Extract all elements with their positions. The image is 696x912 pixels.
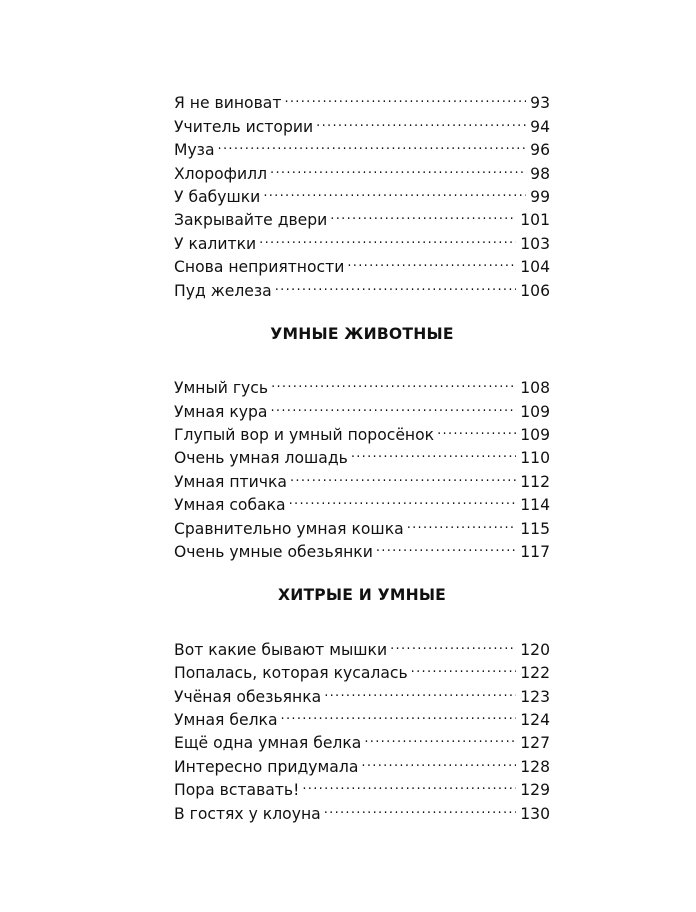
toc-entry-page: 103	[520, 234, 550, 253]
toc-leader-dots	[407, 510, 517, 533]
toc-entry-title: Муза	[174, 141, 215, 160]
toc-entry-title: Хлорофилл	[174, 164, 268, 183]
toc-entry-page: 104	[520, 258, 550, 277]
toc-entry-title: Сравнительно умная кошка	[174, 519, 404, 538]
toc-leader-dots	[411, 655, 517, 678]
toc-entry	[174, 631, 550, 659]
toc-entry-page: 110	[520, 449, 550, 468]
toc-leader-dots	[284, 85, 526, 108]
toc-entry-title: Умная белка	[174, 710, 278, 729]
table-of-contents	[174, 85, 550, 823]
toc-leader-dots	[316, 108, 526, 131]
toc-entry-title: В гостях у клоуна	[174, 804, 321, 823]
toc-entry-title: Умная кура	[174, 402, 268, 421]
toc-leader-dots	[347, 249, 516, 272]
toc-entry	[174, 370, 550, 398]
toc-entry-page: 124	[520, 710, 550, 729]
toc-entry-page: 93	[530, 94, 550, 113]
toc-entry-page: 109	[520, 426, 550, 445]
toc-leader-dots	[275, 272, 516, 295]
toc-entry-page: 98	[530, 164, 550, 183]
toc-leader-dots	[376, 534, 516, 557]
toc-entry-title: Учёная обезьянка	[174, 687, 322, 706]
toc-entry-title: Попалась, которая кусалась	[174, 664, 408, 683]
toc-section-3	[174, 584, 550, 823]
toc-leader-dots	[330, 202, 516, 225]
toc-entry-page: 96	[530, 141, 550, 160]
toc-entry-title: Умная птичка	[174, 472, 287, 491]
toc-leader-dots	[270, 155, 526, 178]
toc-section-1	[174, 85, 550, 300]
toc-entry-page: 122	[520, 664, 550, 683]
toc-entry-title: У бабушки	[174, 187, 261, 206]
toc-entry-title: У калитки	[174, 234, 257, 253]
toc-entry-page: 128	[520, 757, 550, 776]
toc-entry-title: Интересно придумала	[174, 757, 359, 776]
toc-leader-dots	[324, 795, 517, 818]
toc-entry-title: Пора вставать!	[174, 781, 300, 800]
toc-leader-dots	[302, 772, 516, 795]
toc-entry-title: Учитель истории	[174, 117, 314, 136]
toc-leader-dots	[324, 678, 516, 701]
toc-leader-dots	[437, 417, 516, 440]
toc-entry-page: 130	[520, 804, 550, 823]
toc-entry-page: 127	[520, 734, 550, 753]
toc-entry-page: 106	[520, 281, 550, 300]
toc-entry-page: 117	[520, 543, 550, 562]
toc-entry-page: 101	[520, 211, 550, 230]
toc-entry-page: 112	[520, 472, 550, 491]
toc-entry-title: Вот какие бывают мышки	[174, 640, 388, 659]
toc-leader-dots	[270, 393, 516, 416]
toc-entry-title: Закрывайте двери	[174, 211, 328, 230]
section-heading: УМНЫЕ ЖИВОТНЫЕ	[270, 324, 454, 343]
toc-section-2	[174, 323, 550, 562]
toc-entry-page: 109	[520, 402, 550, 421]
toc-entry-page: 120	[520, 640, 550, 659]
toc-entry-page: 99	[530, 187, 550, 206]
toc-entry-title: Глупый вор и умный поросёнок	[174, 426, 435, 445]
toc-entry	[174, 132, 550, 160]
toc-entry-page: 129	[520, 781, 550, 800]
toc-leader-dots	[364, 725, 516, 748]
toc-leader-dots	[263, 179, 526, 202]
toc-entry-page: 114	[520, 496, 550, 515]
toc-entry-title: Умная собака	[174, 496, 286, 515]
toc-leader-dots	[351, 440, 516, 463]
toc-entry-title: Снова неприятности	[174, 258, 345, 277]
section-heading: ХИТРЫЕ И УМНЫЕ	[277, 586, 447, 605]
toc-entry	[174, 155, 550, 183]
toc-leader-dots	[289, 487, 517, 510]
toc-entry-title: Очень умные обезьянки	[174, 543, 373, 562]
toc-entry	[174, 85, 550, 113]
toc-entry-page: 94	[530, 117, 550, 136]
toc-entry-title: Я не виноват	[174, 94, 282, 113]
toc-leader-dots	[259, 225, 516, 248]
toc-entry-title: Умный гусь	[174, 379, 269, 398]
toc-entry-page: 115	[520, 519, 550, 538]
toc-leader-dots	[271, 370, 516, 393]
toc-leader-dots	[290, 463, 516, 486]
toc-leader-dots	[281, 702, 517, 725]
toc-leader-dots	[218, 132, 527, 155]
toc-entry-title: Пуд железа	[174, 281, 272, 300]
toc-entry-page: 123	[520, 687, 550, 706]
toc-leader-dots	[361, 748, 516, 771]
toc-leader-dots	[390, 631, 516, 654]
toc-entry-page: 108	[520, 379, 550, 398]
toc-entry-title: Ещё одна умная белка	[174, 734, 362, 753]
toc-entry-title: Очень умная лошадь	[174, 449, 348, 468]
